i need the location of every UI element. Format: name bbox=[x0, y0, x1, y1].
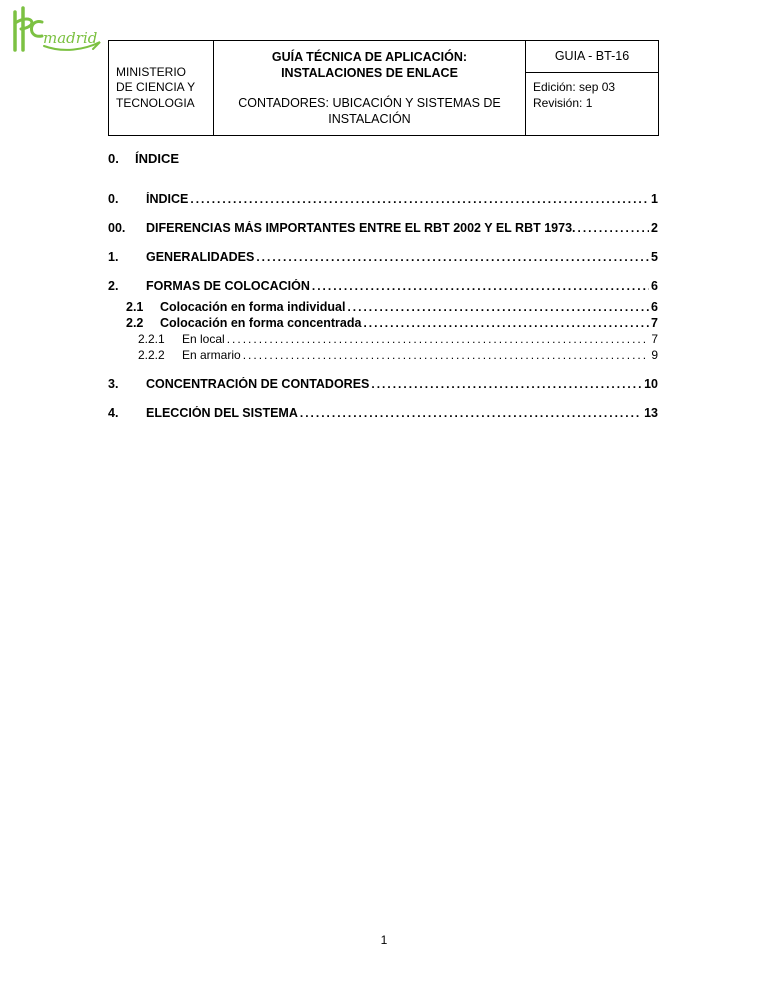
toc-entry-en-armario bbox=[138, 348, 658, 362]
guide-subtitle-line-2: INSTALACIÓN bbox=[328, 111, 411, 126]
ministry-line-1: MINISTERIO bbox=[116, 64, 187, 79]
toc-entry-title: En local bbox=[182, 332, 225, 346]
toc-entry-title: En armario bbox=[182, 348, 241, 362]
toc-entry-title: ÍNDICE bbox=[146, 192, 189, 206]
guide-subtitle-line-1: CONTADORES: UBICACIÓN Y SISTEMAS DE bbox=[238, 95, 501, 110]
guide-title-line-1: GUÍA TÉCNICA DE APLICACIÓN: bbox=[271, 50, 468, 64]
dot-leader bbox=[347, 300, 649, 314]
guide-title-cell bbox=[214, 41, 526, 135]
guide-title-line-2: INSTALACIONES DE ENLACE bbox=[281, 66, 458, 81]
toc-entry-number: 2.2.1 bbox=[138, 332, 165, 346]
section-heading-title: ÍNDICE bbox=[135, 151, 180, 166]
toc-entry-page: 5 bbox=[651, 250, 658, 264]
toc-entry-number: 3. bbox=[108, 377, 119, 391]
toc-entry-generalidades bbox=[108, 250, 658, 264]
guide-subtitle bbox=[220, 95, 519, 128]
toc-entry-formas-de-colocacion bbox=[108, 279, 658, 293]
toc-entry-page: 7 bbox=[651, 332, 658, 346]
ministry-cell bbox=[109, 41, 214, 135]
toc-entry-page: 7 bbox=[651, 316, 658, 330]
toc-entry-concentracion-de-contadores bbox=[108, 377, 658, 391]
toc-entry-title: GENERALIDADES bbox=[146, 250, 255, 264]
toc-entry-title: Colocación en forma individual bbox=[160, 300, 346, 314]
toc-entry-number: 2.1 bbox=[126, 300, 144, 314]
section-heading-number: 0. bbox=[108, 151, 119, 166]
toc-entry-page: 6 bbox=[651, 300, 658, 314]
toc-entry-title: FORMAS DE COLOCACIÓN bbox=[146, 279, 310, 293]
toc-entry-page: 13 bbox=[644, 406, 658, 420]
toc-entry-colocacion-individual bbox=[126, 300, 658, 314]
toc-entry-number: 2. bbox=[108, 279, 119, 293]
toc-entry-page: 1 bbox=[651, 192, 658, 206]
guide-code: GUIA - BT-16 bbox=[526, 41, 658, 73]
dot-leader bbox=[300, 406, 642, 420]
dot-leader bbox=[371, 377, 642, 391]
dot-leader bbox=[256, 250, 649, 264]
dot-leader bbox=[190, 192, 649, 206]
table-of-contents bbox=[108, 192, 658, 420]
toc-entry-title: ELECCIÓN DEL SISTEMA bbox=[146, 406, 298, 420]
toc-entry-number: 0. bbox=[108, 192, 119, 206]
toc-entry-page: 9 bbox=[651, 348, 658, 362]
toc-entry-en-local bbox=[138, 332, 658, 346]
edition-revision bbox=[526, 73, 658, 135]
toc-entry-number: 1. bbox=[108, 250, 119, 264]
ministry-line-2: DE CIENCIA Y bbox=[116, 80, 196, 95]
toc-entry-number: 4. bbox=[108, 406, 119, 420]
section-heading bbox=[108, 151, 179, 166]
toc-entry-eleccion-del-sistema bbox=[108, 406, 658, 420]
revision-label: Revisión: 1 bbox=[533, 96, 593, 111]
toc-entry-page: 2 bbox=[651, 221, 658, 235]
dot-leader bbox=[312, 279, 649, 293]
logo-graphic bbox=[8, 6, 108, 56]
toc-entry-title: Colocación en forma concentrada bbox=[160, 316, 362, 330]
dot-leader bbox=[227, 332, 650, 346]
page-number: 1 bbox=[380, 933, 388, 947]
dot-leader bbox=[363, 316, 649, 330]
toc-entry-page: 6 bbox=[651, 279, 658, 293]
edition-label: Edición: sep 03 bbox=[533, 80, 616, 94]
ministry-line-3: TECNOLOGIA bbox=[116, 95, 195, 110]
guide-title bbox=[220, 49, 519, 82]
code-cell bbox=[526, 41, 658, 135]
toc-entry-number: 00. bbox=[108, 221, 126, 235]
toc-entry-number: 2.2.2 bbox=[138, 348, 165, 362]
dot-leader bbox=[578, 221, 650, 235]
toc-entry-diferencias bbox=[108, 221, 658, 235]
hpc-madrid-logo bbox=[8, 6, 108, 56]
toc-entry-page: 10 bbox=[644, 377, 658, 391]
toc-entry-indice bbox=[108, 192, 658, 206]
dot-leader bbox=[243, 348, 650, 362]
page-number-footer bbox=[0, 933, 768, 947]
toc-entry-number: 2.2 bbox=[126, 316, 144, 330]
document-header-table bbox=[108, 40, 659, 136]
toc-entry-colocacion-concentrada bbox=[126, 316, 658, 330]
logo-text: madrid bbox=[43, 29, 98, 47]
toc-entry-title: DIFERENCIAS MÁS IMPORTANTES ENTRE EL RBT 2002 Y EL RBT 1973. bbox=[146, 221, 576, 235]
toc-entry-title: CONCENTRACIÓN DE CONTADORES bbox=[146, 377, 370, 391]
